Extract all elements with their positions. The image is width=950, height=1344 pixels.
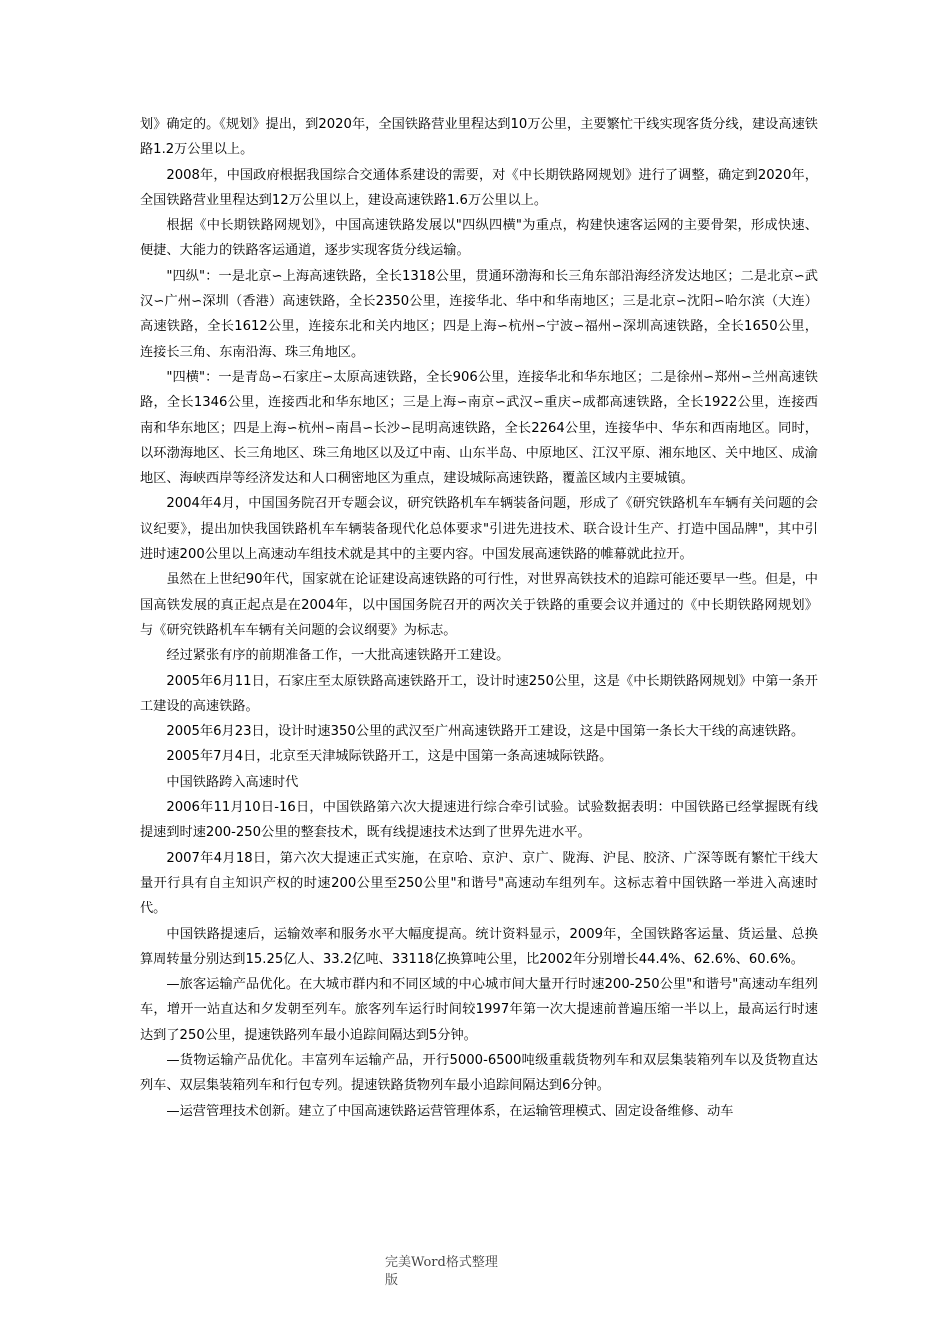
document-body <box>140 112 818 1124</box>
paragraph: 中国铁路提速后，运输效率和服务水平大幅度提高。统计资料显示，2009年，全国铁路客运量、货运量、总换算周转量分别达到15.25亿人、33.2亿吨、33118亿换算吨公里，比2002年分别增长44.4%、62.6%、60.6%。 <box>140 926 818 967</box>
paragraph: 2004年4月，中国国务院召开专题会议，研究铁路机车车辆装备问题，形成了《研究铁路机车车辆有关问题的会议纪要》，提出加快我国铁路机车车辆装备现代化总体要求"引进先进技术、联合设计生产、打造中国品牌"，其中引进时速200公里以上高速动车组技术就是其中的主要内容。中国发展高速铁路的帷幕就此拉开。 <box>140 496 818 563</box>
paragraph: 根据《中长期铁路网规划》，中国高速铁路发展以"四纵四横"为重点，构建快速客运网的主要骨架，形成快速、便捷、大能力的铁路客运通道，逐步实现客货分线运输。 <box>140 218 818 259</box>
paragraph: 2006年11月10日-16日，中国铁路第六次大提速进行综合牵引试验。试验数据表明：中国铁路已经掌握既有线提速到时速200-250公里的整套技术，既有线提速技术达到了世界先进水平。 <box>140 800 818 841</box>
paragraph: 2005年7月4日，北京至天津城际铁路开工，这是中国第一条高速城际铁路。 <box>166 749 613 765</box>
paragraph: "四纵"：一是北京∽上海高速铁路，全长1318公里，贯通环渤海和长三角东部沿海经济发达地区；二是北京∽武汉∽广州∽深圳（香港）高速铁路，全长2350公里，连接华北、华中和华南地区；三是北京∽沈阳∽哈尔滨（大连）高速铁路，全长1612公里，连接东北和关内地区；四是上海∽杭州∽宁波∽福州∽深圳高速铁路，全长1650公里，连接长三角、东南沿海、珠三角地区。 <box>140 268 818 360</box>
paragraph: 2005年6月23日，设计时速350公里的武汉至广州高速铁路开工建设，这是中国第一条长大干线的高速铁路。 <box>166 724 805 740</box>
footer-text-line2: 版 <box>385 1273 399 1288</box>
footer-text-line1: 完美Word格式整理 <box>385 1255 498 1270</box>
paragraph: —货物运输产品优化。丰富列车运输产品，开行5000-6500吨级重载货物列车和双层集装箱列车以及货物直达列车、双层集装箱列车和行包专列。提速铁路货物列车最小追踪间隔达到6分钟。 <box>140 1052 818 1094</box>
paragraph: 经过紧张有序的前期准备工作，一大批高速铁路开工建设。 <box>166 648 510 664</box>
paragraph: 划》确定的。《规划》提出，到2020年，全国铁路营业里程达到10万公里，主要繁忙干线实现客货分线，建设高速铁路1.2万公里以上。 <box>140 117 818 158</box>
paragraph: —运营管理技术创新。建立了中国高速铁路运营管理体系，在运输管理模式、固定设备维修、动车 <box>166 1103 734 1119</box>
paragraph: "四横"：一是青岛∽石家庄∽太原高速铁路，全长906公里，连接华北和华东地区；二是徐州∽郑州∽兰州高速铁路，全长1346公里，连接西北和华东地区；三是上海∽南京∽武汉∽重庆∽成都高速铁路，全长1922公里，连接西南和华东地区；四是上海∽杭州∽南昌∽长沙∽昆明高速铁路，全长2264公里，连接华中、华东和西南地区。同时，以环渤海地区、长三角地区、珠三角地区以及辽中南、山东半岛、中原地区、江汉平原、湘东地区、关中地区、成渝地区、海峡西岸等经济发达和人口稠密地区为重点，建设城际高速铁路，覆盖区域内主要城镇。 <box>140 369 818 487</box>
paragraph: 2005年6月11日，石家庄至太原铁路高速铁路开工，设计时速250公里，这是《中长期铁路网规划》中第一条开工建设的高速铁路。 <box>140 673 818 714</box>
paragraph: 2008年，中国政府根据我国综合交通体系建设的需要，对《中长期铁路网规划》进行了调整，确定到2020年，全国铁路营业里程达到12万公里以上，建设高速铁路1.6万公里以上。 <box>140 167 818 208</box>
paragraph: 2007年4月18日，第六次大提速正式实施，在京哈、京沪、京广、陇海、沪昆、胶济、广深等既有繁忙干线大量开行具有自主知识产权的时速200公里至250公里"和谐号"高速动车组列车。这标志着中国铁路一举进入高速时代。 <box>140 850 818 917</box>
paragraph: —旅客运输产品优化。在大城市群内和不同区域的中心城市间大量开行时速200-250公里"和谐号"高速动车组列车，增开一站直达和夕发朝至列车。旅客列车运行时间较1997年第一次大提速前普遍压缩一半以上，最高运行时速达到了250公里，提速铁路列车最小追踪间隔达到5分钟。 <box>140 977 818 1043</box>
paragraph: 虽然在上世纪90年代，国家就在论证建设高速铁路的可行性，对世界高铁技术的追踪可能还要早一些。但是，中国高铁发展的真正起点是在2004年，以中国国务院召开的两次关于铁路的重要会议并通过的《中长期铁路网规划》与《研究铁路机车车辆有关问题的会议纲要》为标志。 <box>140 572 818 638</box>
paragraph: 中国铁路跨入高速时代 <box>166 774 299 790</box>
